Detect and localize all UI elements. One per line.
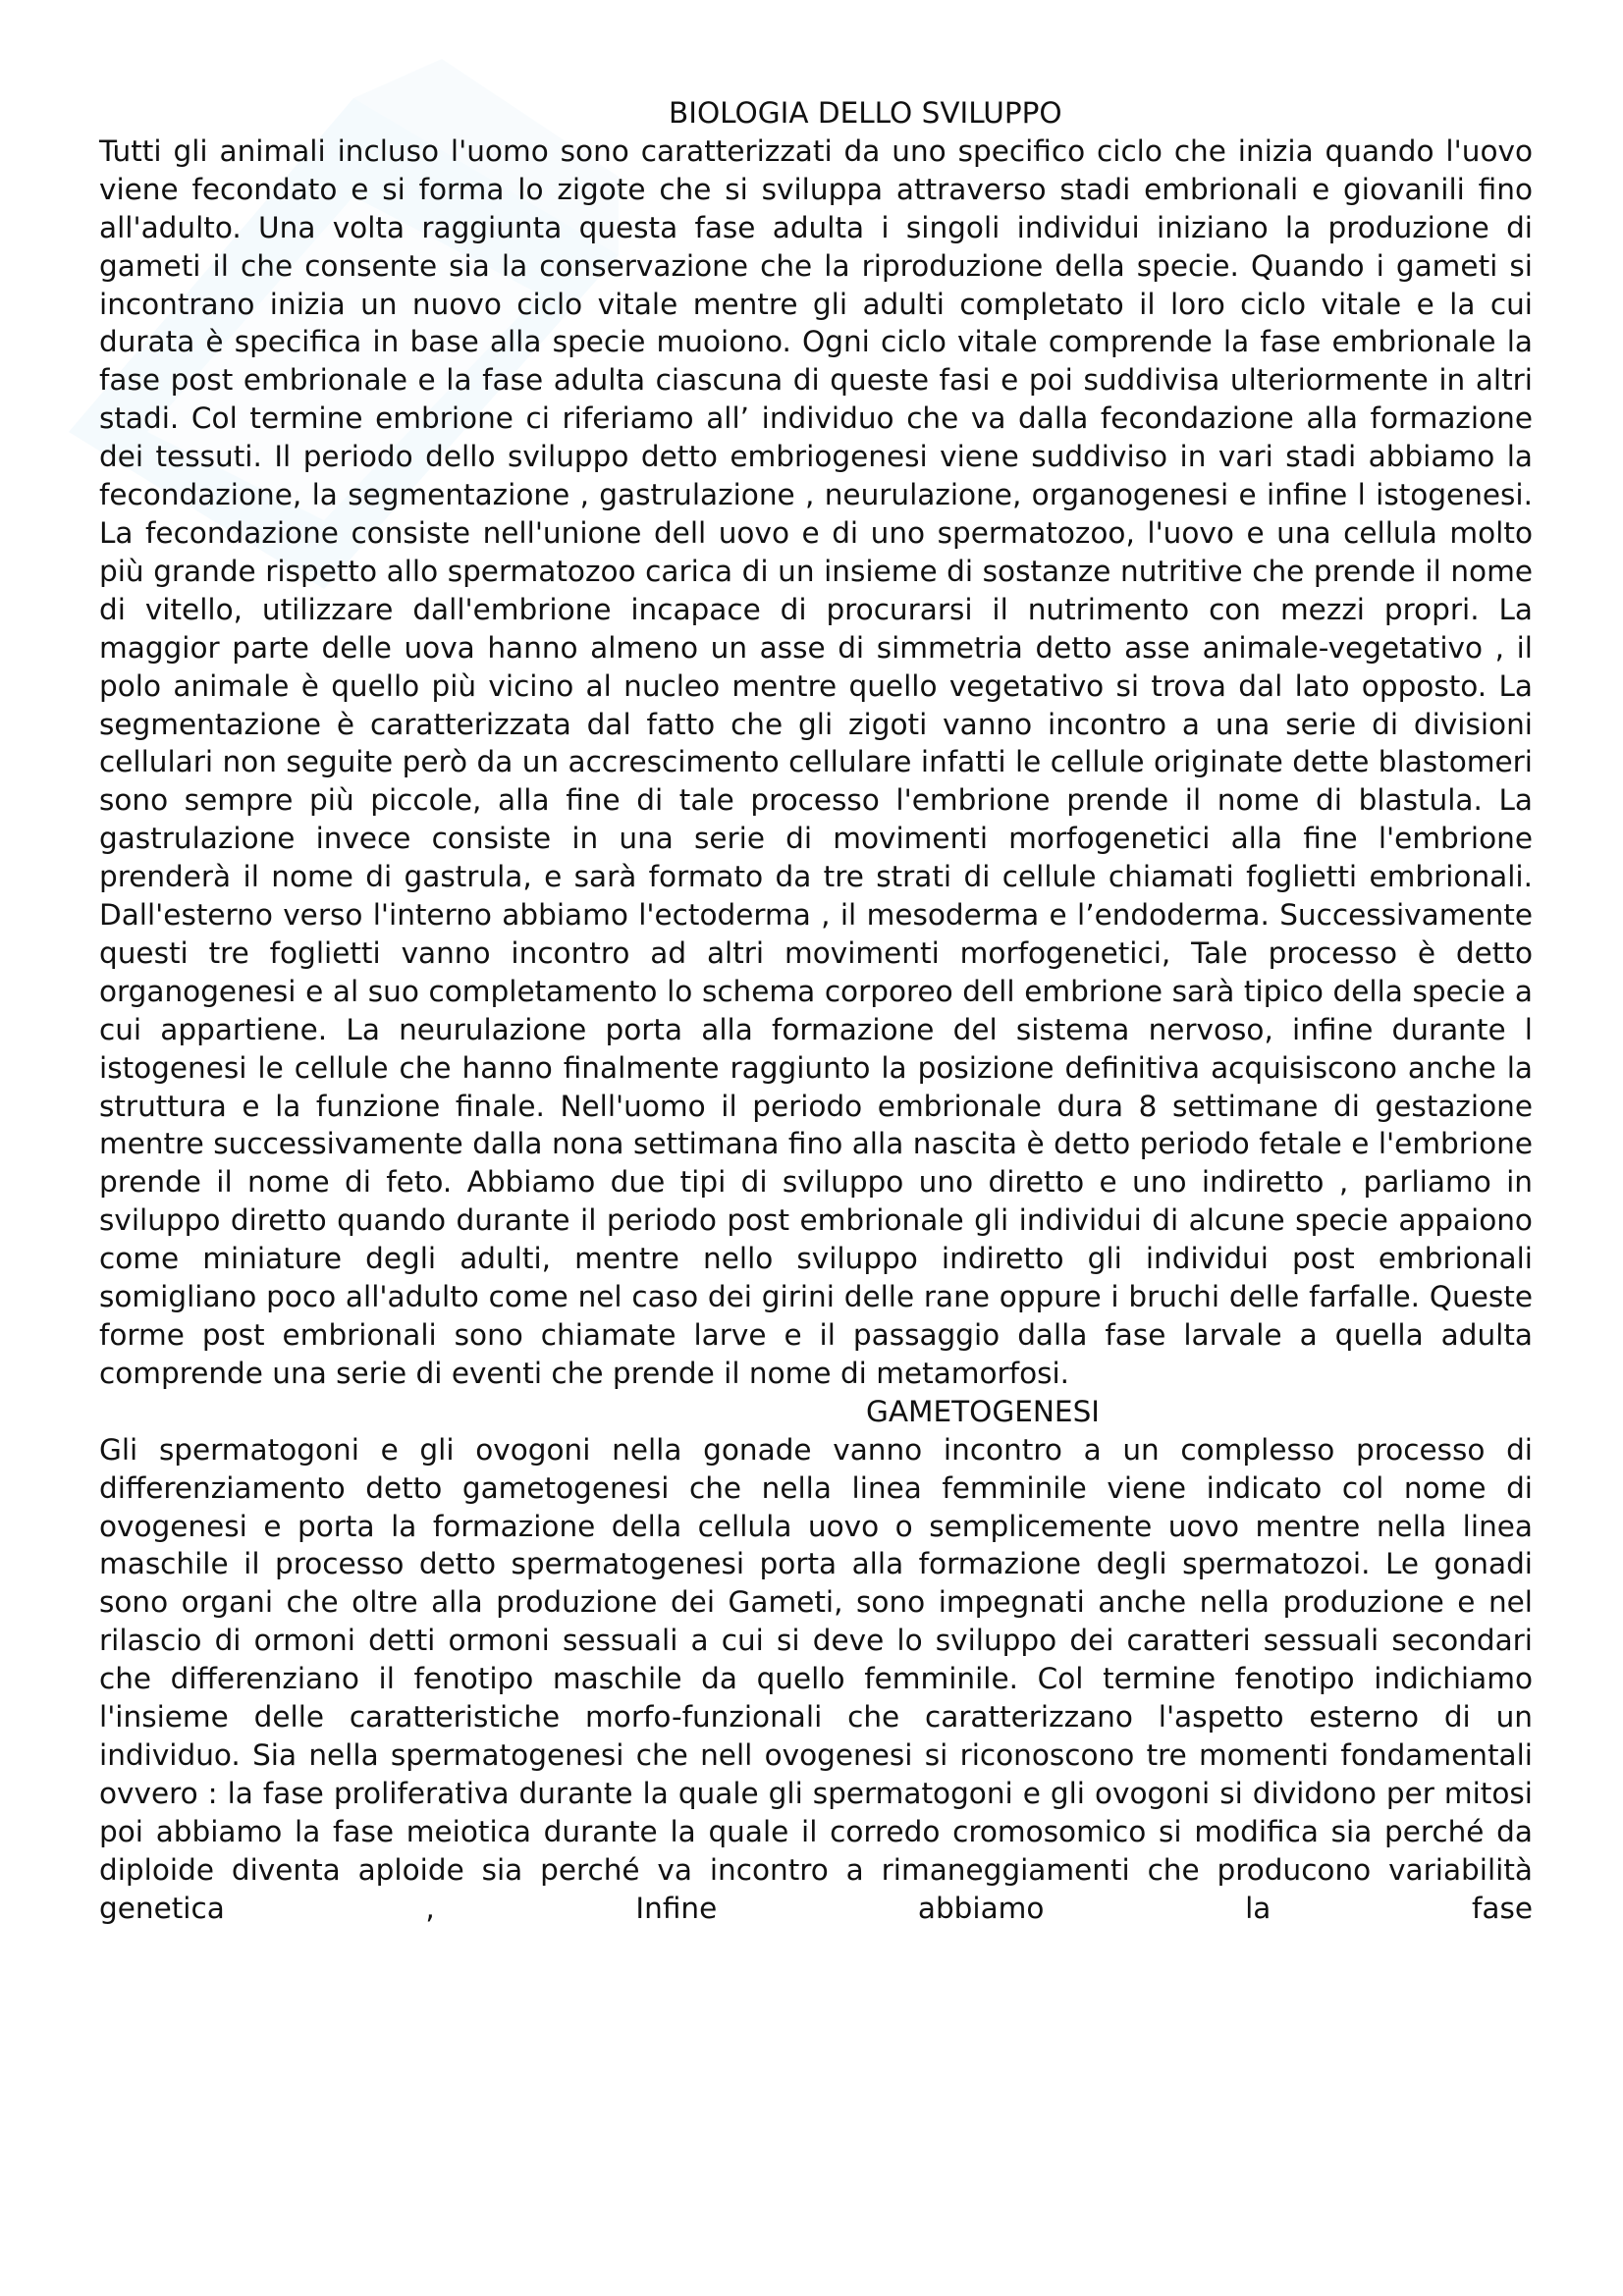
section-title-gametogenesis: GAMETOGENESI [866,1394,1101,1428]
document-page [99,94,1533,1928]
paragraph-gametogenesis: Gli spermatogoni e gli ovogoni nella gonade vanno incontro a un complesso processo di differenziamento detto gametogenesi che nella linea femminile viene indicato col nome di ovogenesi e porta la formazione della cellula uovo o semplicemente uovo mentre nella linea maschile il processo detto spermatogenesi porta alla formazione degli spermatozoi. Le gonadi sono organi che oltre alla produzione dei Gameti, sono impegnati anche nella produzione e nel rilascio di ormoni detti ormoni sessuali a cui si deve lo sviluppo dei caratteri sessuali secondari che differenziano il fenotipo maschile da quello femminile. Col termine fenotipo indichiamo l'insieme delle caratteristiche morfo-funzionali che caratterizzano l'aspetto esterno di un individuo. Sia nella spermatogenesi che nell ovogenesi si riconoscono tre momenti fondamentali ovvero : la fase proliferativa durante la quale gli spermatogoni e gli ovogoni si dividono per mitosi poi abbiamo la fase meiotica durante la quale il corredo cromosomico si modifica sia perché da diploide diventa aploide sia perché va incontro a rimaneggiamenti che producono variabilità genetica , Infine abbiamo la fase [99,1432,1533,1925]
paragraph-development-biology: Tutti gli animali incluso l'uomo sono caratterizzati da uno specifico ciclo che inizia quando l'uovo viene fecondato e si forma lo zigote che si sviluppa attraverso stadi embrionali e giovanili fino all'adulto. Una volta raggiunta questa fase adulta i singoli individui iniziano la produzione di gameti il che consente sia la conservazione che la riproduzione della specie. Quando i gameti si incontrano inizia un nuovo ciclo vitale mentre gli adulti completato il loro ciclo vitale e la cui durata è specifica in base alla specie muoiono. Ogni ciclo vitale comprende la fase embrionale la fase post embrionale e la fase adulta ciascuna di queste fasi e poi suddivisa ulteriormente in altri stadi. Col termine embrione ci riferiamo all’ individuo che va dalla fecondazione alla formazione dei tessuti. Il periodo dello sviluppo detto embriogenesi viene suddiviso in vari stadi abbiamo la fecondazione, la segmentazione , gastrulazione , neurulazione, organogenesi e infine l istogenesi. La fecondazione consiste nell'unione dell uovo e di uno spermatozoo, l'uovo e una cellula molto più grande rispetto allo spermatozoo carica di un insieme di sostanze nutritive che prende il nome di vitello, utilizzare dall'embrione incapace di procurarsi il nutrimento con mezzi propri. La maggior parte delle uova hanno almeno un asse di simmetria detto asse animale-vegetativo , il polo animale è quello più vicino al nucleo mentre quello vegetativo si trova dal lato opposto. La segmentazione è caratterizzata dal fatto che gli zigoti vanno incontro a una serie di divisioni cellulari non seguite però da un accrescimento cellulare infatti le cellule originate dette blastomeri sono sempre più piccole, alla fine di tale processo l'embrione prende il nome di blastula. La gastrulazione invece consiste in una serie di movimenti morfogenetici alla fine l'embrione prenderà il nome di gastrula, e sarà formato da tre strati di cellule chiamati foglietti embrionali. Dall'esterno verso l'interno abbiamo l'ectoderma , il mesoderma e l’endoderma. Successivamente questi tre foglietti vanno incontro ad altri movimenti morfogenetici, Tale processo è detto organogenesi e al suo completamento lo schema corporeo dell embrione sarà tipico della specie a cui appartiene. La neurulazione porta alla formazione del sistema nervoso, infine durante l istogenesi le cellule che hanno finalmente raggiunto la posizione definitiva acquisiscono anche la struttura e la funzione finale. Nell'uomo il periodo embrionale dura 8 settimane di gestazione mentre successivamente dalla nona settimana fino alla nascita è detto periodo fetale e l'embrione prende il nome di feto. Abbiamo due tipi di sviluppo uno diretto e uno indiretto , parliamo in sviluppo diretto quando durante il periodo post embrionale gli individui di alcune specie appaiono come miniature degli adulti, mentre nello sviluppo indiretto gli individui post embrionali somigliano poco all'adulto come nel caso dei girini delle rane oppure i bruchi delle farfalle. Queste forme post embrionali sono chiamate larve e il passaggio dalla fase larvale a quella adulta comprende una serie di eventi che prende il nome di metamorfosi. [99,133,1533,1390]
document-title: BIOLOGIA DELLO SVILUPPO [669,96,1062,130]
